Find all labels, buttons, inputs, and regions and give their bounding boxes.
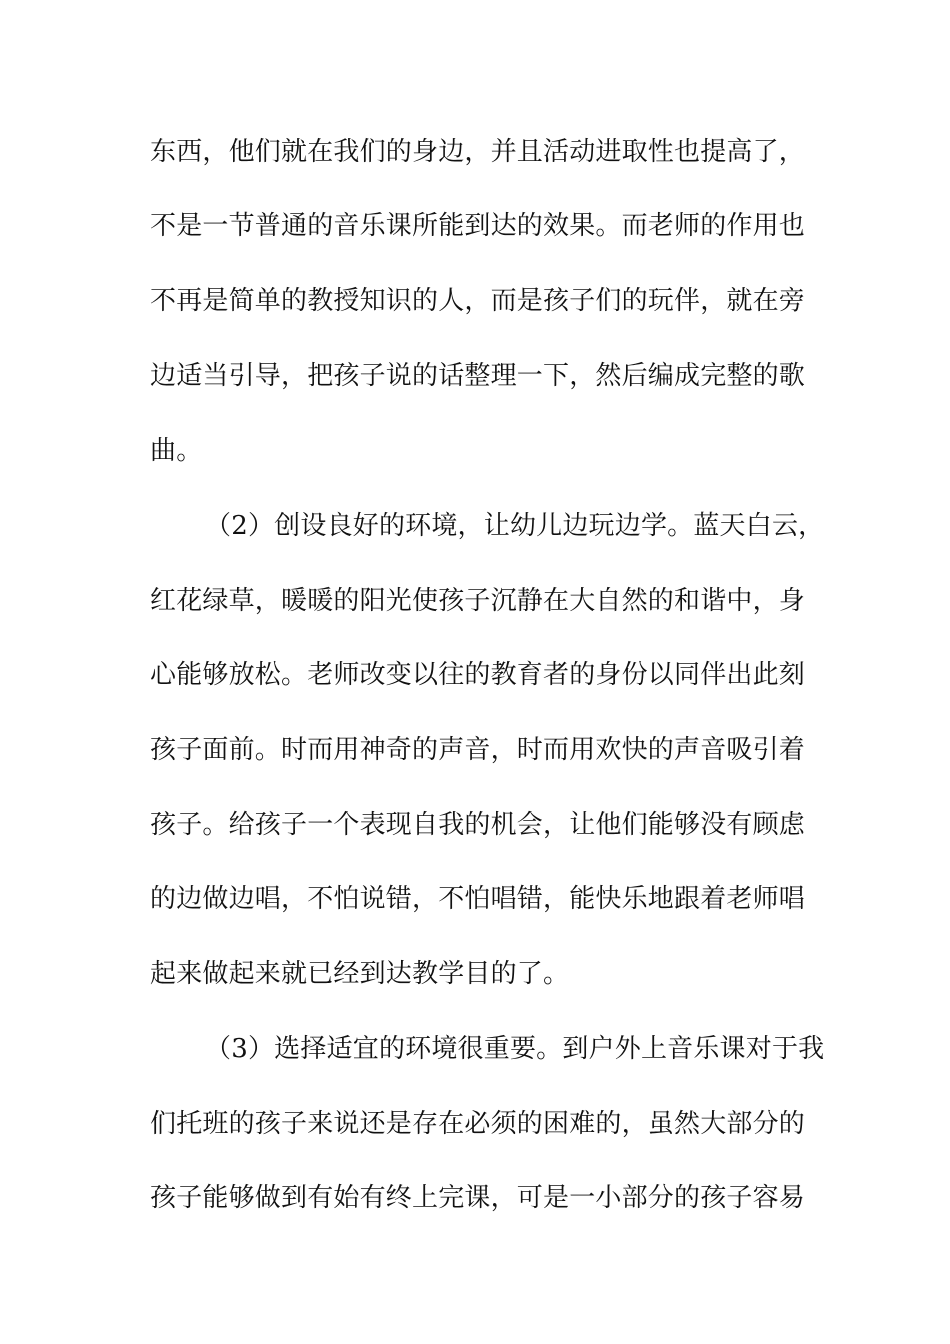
text-line: 们托班的孩子来说还是存在必须的困难的，虽然大部分的 xyxy=(150,1109,806,1139)
text-line: 不是一节普通的音乐课所能到达的效果。而老师的作用也 xyxy=(150,211,806,241)
text-line: 的边做边唱，不怕说错，不怕唱错，能快乐地跟着老师唱 xyxy=(150,884,806,914)
text-line: 孩子面前。时而用神奇的声音，时而用欢快的声音吸引着 xyxy=(150,735,806,765)
text-line: 孩子。给孩子一个表现自我的机会，让他们能够没有顾虑 xyxy=(150,810,806,840)
paragraph-2-start: （2）创设良好的环境，让幼儿边玩边学。蓝天白云， xyxy=(205,511,825,541)
text-line: 红花绿草，暖暖的阳光使孩子沉静在大自然的和谐中，身 xyxy=(150,586,806,616)
text-line: 起来做起来就已经到达教学目的了。 xyxy=(150,959,570,989)
text-line: 边适当引导，把孩子说的话整理一下，然后编成完整的歌 xyxy=(150,361,806,391)
text-line: 不再是简单的教授知识的人，而是孩子们的玩伴，就在旁 xyxy=(150,286,806,316)
text-line: 曲。 xyxy=(150,436,203,466)
text-line: 东西，他们就在我们的身边，并且活动进取性也提高了， xyxy=(150,137,806,167)
text-line: 心能够放松。老师改变以往的教育者的身份以同伴出此刻 xyxy=(150,660,806,690)
text-line: 孩子能够做到有始有终上完课，可是一小部分的孩子容易 xyxy=(150,1183,806,1213)
paragraph-3-start: （3）选择适宜的环境很重要。到户外上音乐课对于我 xyxy=(205,1034,825,1064)
